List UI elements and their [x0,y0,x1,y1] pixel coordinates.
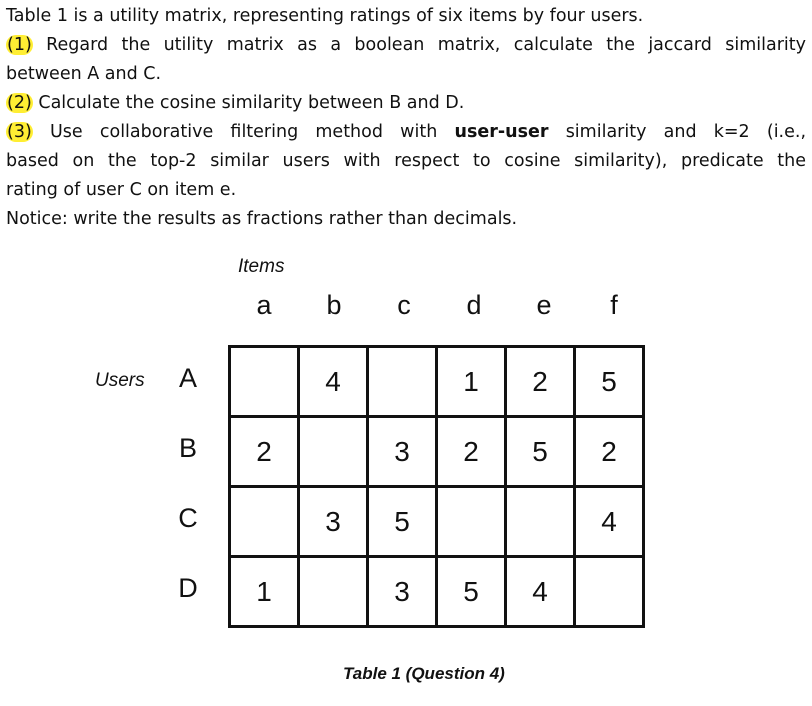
cell-D-c: 3 [368,557,437,627]
cell-D-d: 5 [437,557,506,627]
table-row [230,557,644,627]
column-header-b: b [326,290,342,320]
part3-line3: rating of user C on item e. [6,180,237,200]
cell-C-d [437,487,506,557]
cell-C-c: 5 [368,487,437,557]
part1-text: Regard the utility matrix as a boolean matrix, calculate the jaccard similarity [32,35,806,55]
cell-A-d: 1 [437,347,506,417]
table-row [230,417,644,487]
row-header-C: C [178,503,198,533]
cell-A-b: 4 [299,347,368,417]
column-header-d: d [466,290,482,320]
part3-marker: (3) [7,122,32,142]
cell-B-c: 3 [368,417,437,487]
part3-line2: based on the top-2 similar users with respect to cosine similarity), predicate the [6,151,806,171]
cell-C-a [230,487,299,557]
cell-A-e: 2 [506,347,575,417]
cell-C-b: 3 [299,487,368,557]
items-axis-label: Items [238,256,285,277]
row-header-D: D [178,573,198,603]
intro-line: Table 1 is a utility matrix, representing ratings of six items by four users. [6,6,644,26]
part1-marker: (1) [7,35,32,55]
cell-B-e: 5 [506,417,575,487]
cell-C-e [506,487,575,557]
part3-bold-text: user-user [454,122,549,142]
utility-matrix-table [228,345,645,628]
cell-A-a [230,347,299,417]
cell-A-f: 5 [575,347,644,417]
cell-D-e: 4 [506,557,575,627]
row-header-B: B [178,433,197,463]
part2-marker: (2) [7,93,32,113]
question-text [6,2,806,234]
cell-B-d: 2 [437,417,506,487]
part2-line [6,89,806,118]
table-caption: Table 1 (Question 4) [343,664,505,683]
cell-D-b [299,557,368,627]
part3-text-before: Use collaborative filtering method with [32,122,455,142]
column-header-c: c [397,290,411,320]
part2-text: Calculate the cosine similarity between B and D. [32,93,465,113]
part3-text-after: similarity and k=2 (i.e., [548,122,807,142]
part1-line2: between A and C. [6,64,162,84]
part1-line1 [6,31,806,60]
part3-line1 [6,118,806,147]
column-header-a: a [256,290,272,320]
column-header-e: e [536,290,552,320]
column-header-f: f [610,290,618,320]
row-header-A: A [178,363,197,393]
cell-B-b [299,417,368,487]
cell-D-a: 1 [230,557,299,627]
cell-C-f: 4 [575,487,644,557]
cell-B-f: 2 [575,417,644,487]
cell-D-f [575,557,644,627]
cell-B-a: 2 [230,417,299,487]
table-row [230,487,644,557]
notice-line: Notice: write the results as fractions rather than decimals. [6,209,518,229]
table-row [230,347,644,417]
users-axis-label: Users [95,370,145,391]
cell-A-c [368,347,437,417]
